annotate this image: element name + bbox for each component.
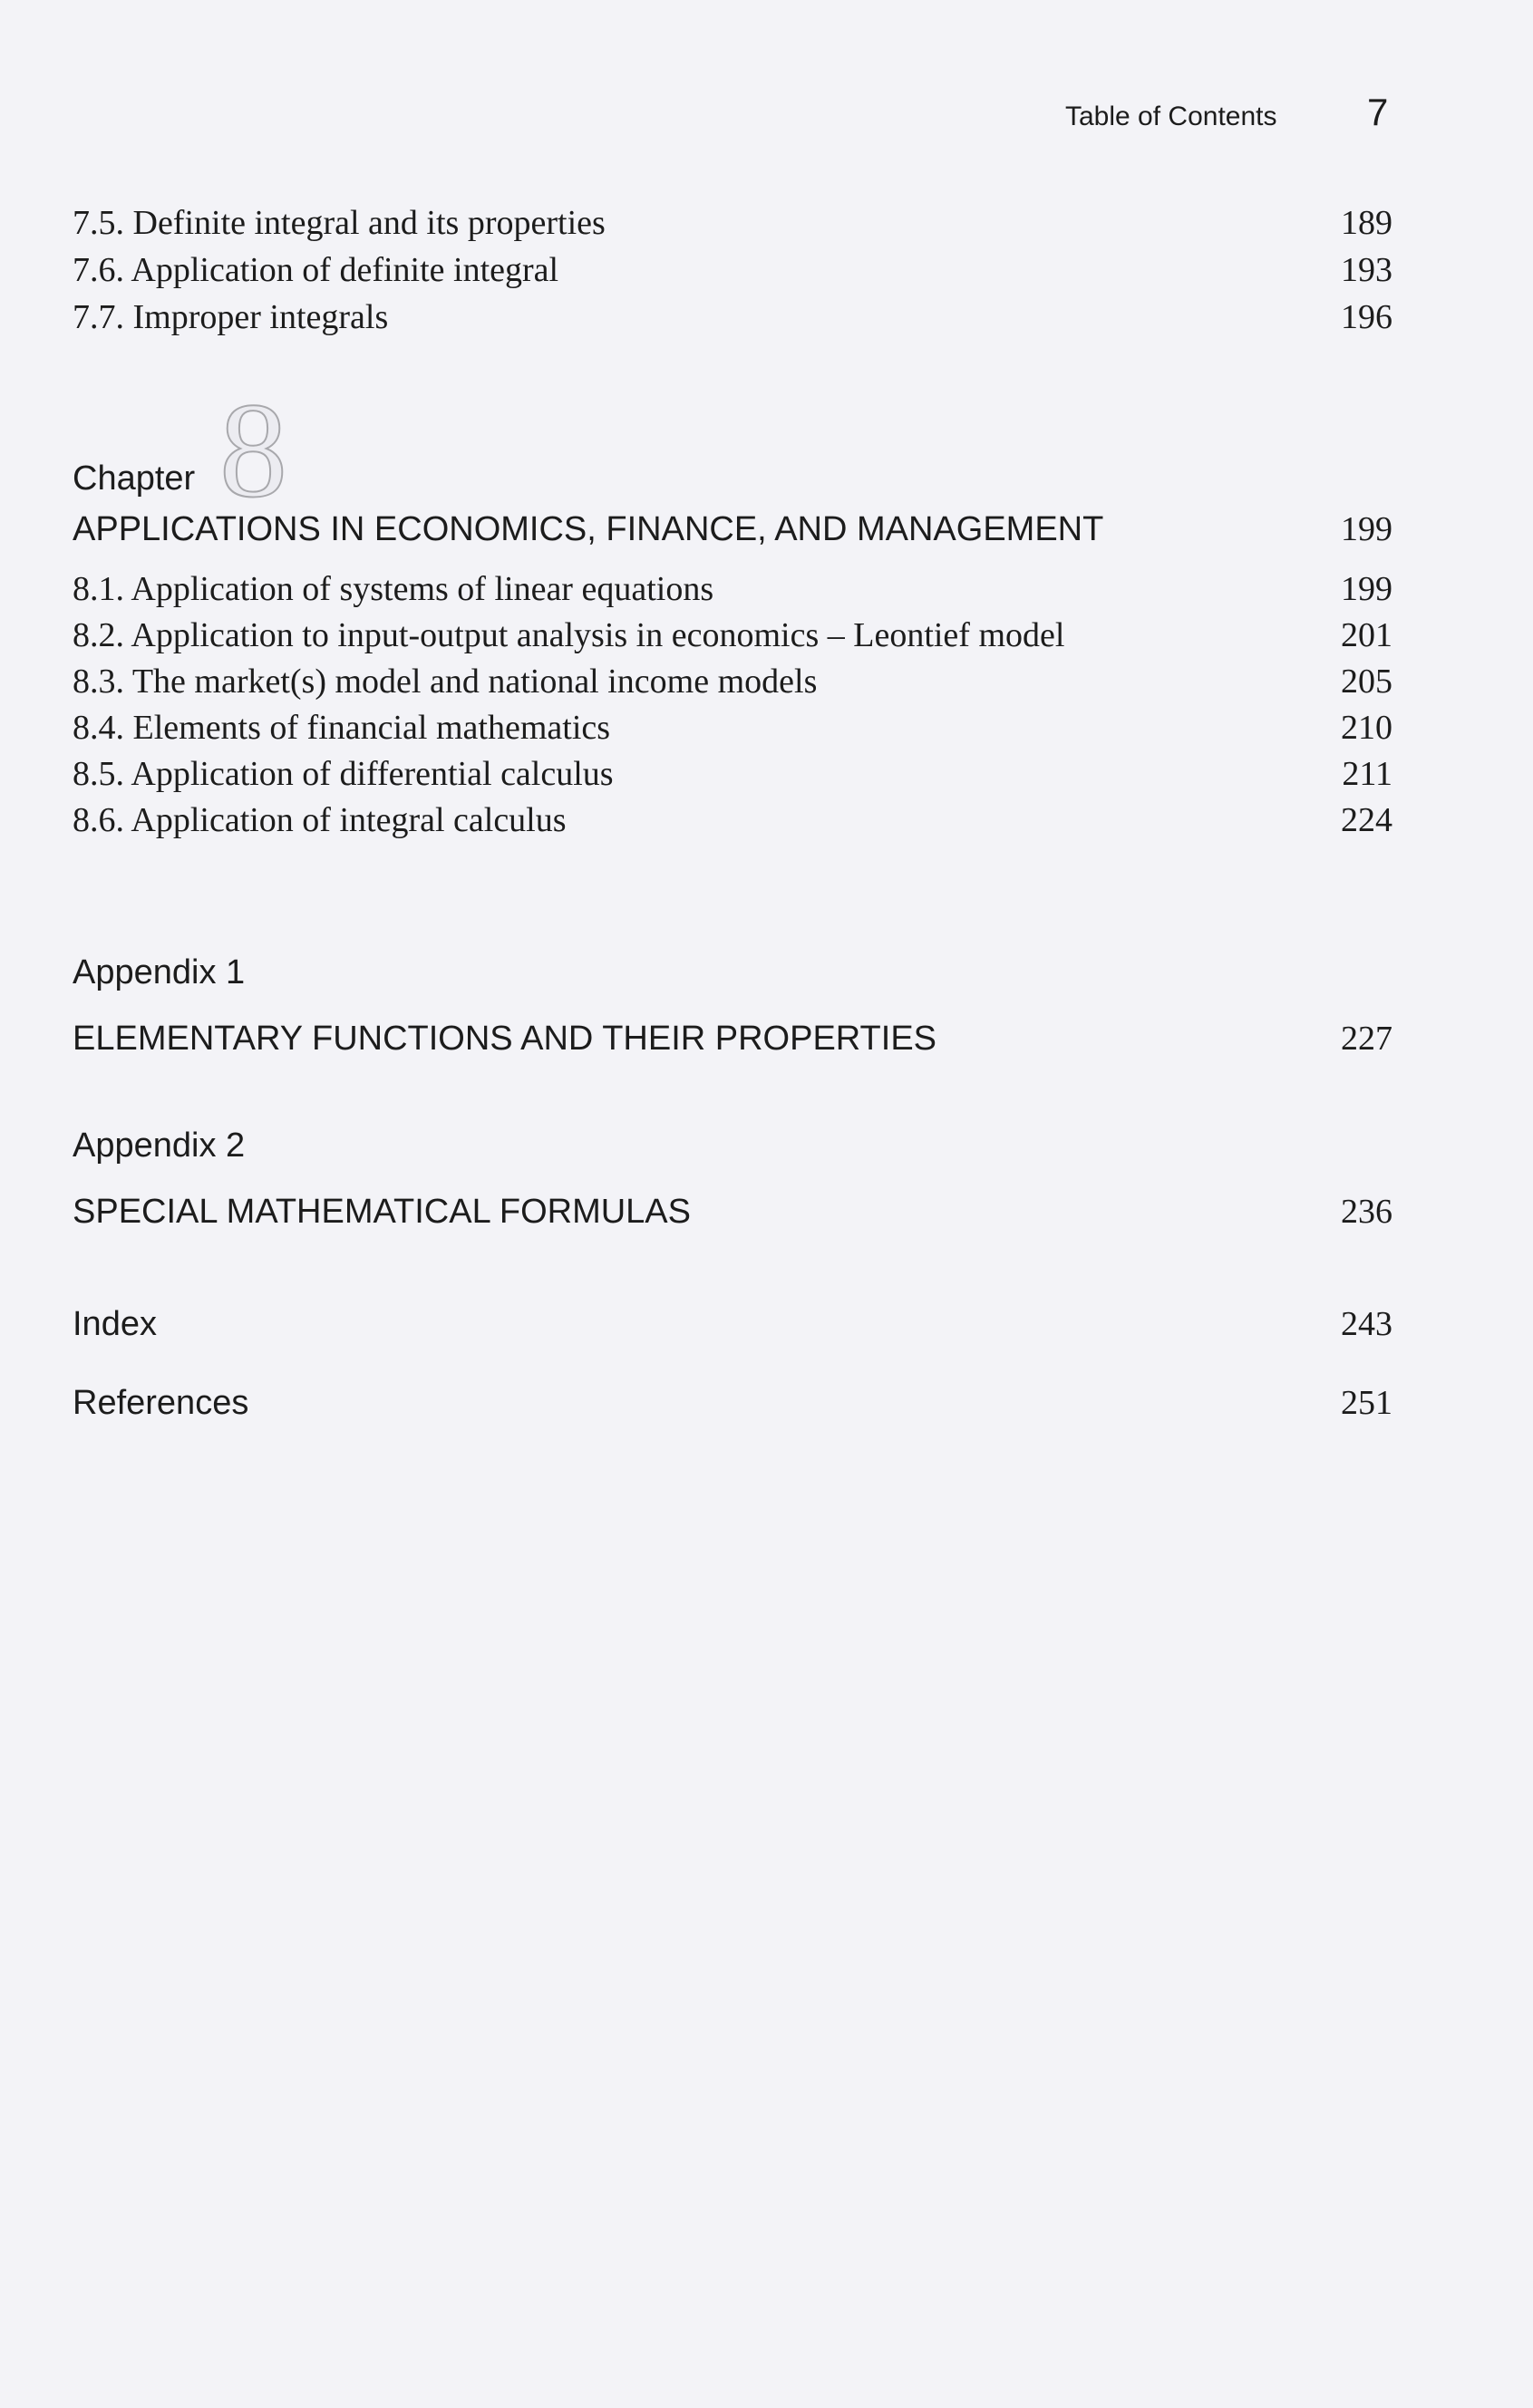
running-header-title: Table of Contents (1065, 102, 1277, 131)
toc-entry-page: 196 (1341, 298, 1392, 336)
chapter-title: APPLICATIONS IN ECONOMICS, FINANCE, AND MANAGEMENT (73, 510, 1104, 548)
toc-entry-8-4[interactable] (73, 702, 1392, 748)
toc-entry-7-6[interactable] (73, 245, 1392, 290)
toc-entry-7-7[interactable] (73, 292, 1392, 337)
toc-entry-8-5[interactable] (73, 749, 1392, 794)
toc-chapter-8-title[interactable] (73, 504, 1392, 549)
chapter-8-heading (73, 375, 616, 526)
toc-appendix-1-title[interactable] (73, 1013, 1392, 1059)
toc-appendix-2-title[interactable] (73, 1186, 1392, 1232)
toc-entry-page: 236 (1341, 1193, 1392, 1231)
references-label: References (73, 1384, 249, 1422)
toc-entry-page: 193 (1341, 251, 1392, 289)
toc-entry-page: 251 (1341, 1384, 1392, 1422)
appendix-1-label: Appendix 1 (73, 953, 246, 991)
toc-entry-7-5[interactable] (73, 198, 1392, 243)
toc-entry-page: 201 (1341, 616, 1392, 654)
toc-index[interactable] (73, 1299, 1392, 1344)
toc-entry-8-2[interactable] (73, 610, 1392, 655)
toc-entry-label: 7.7. Improper integrals (73, 298, 389, 336)
running-header (0, 91, 1533, 145)
index-label: Index (73, 1305, 157, 1343)
appendix-title: SPECIAL MATHEMATICAL FORMULAS (73, 1193, 691, 1231)
toc-entry-label: 7.5. Definite integral and its properties (73, 204, 606, 242)
toc-entry-page: 224 (1341, 801, 1392, 839)
toc-entry-page: 210 (1341, 709, 1392, 747)
toc-entry-page: 211 (1342, 755, 1392, 793)
toc-entry-label: 8.1. Application of systems of linear equations (73, 570, 714, 608)
toc-entry-page: 243 (1341, 1305, 1392, 1343)
toc-entry-label: 7.6. Application of definite integral (73, 251, 559, 289)
appendix-2-label: Appendix 2 (73, 1127, 246, 1165)
toc-entry-page: 199 (1341, 510, 1392, 548)
chapter-word: Chapter (73, 459, 196, 498)
toc-entry-page: 199 (1341, 570, 1392, 608)
toc-entry-label: 8.6. Application of integral calculus (73, 801, 567, 839)
page-number: 7 (1367, 91, 1389, 133)
toc-entry-page: 205 (1341, 662, 1392, 701)
toc-entry-label: 8.5. Application of differential calculus (73, 755, 614, 793)
toc-entry-page: 189 (1341, 204, 1392, 242)
toc-entry-8-6[interactable] (73, 795, 1392, 840)
toc-entry-label: 8.4. Elements of financial mathematics (73, 709, 611, 747)
toc-entry-8-3[interactable] (73, 656, 1392, 701)
chapter-number: 8 (219, 375, 287, 526)
appendix-title: ELEMENTARY FUNCTIONS AND THEIR PROPERTIES (73, 1020, 937, 1058)
toc-entry-label: 8.3. The market(s) model and national income models (73, 662, 818, 701)
toc-entry-page: 227 (1341, 1020, 1392, 1058)
toc-references[interactable] (73, 1378, 1392, 1423)
toc-entry-8-1[interactable] (73, 564, 1392, 609)
toc-entry-label: 8.2. Application to input-output analysis in economics – Leontief model (73, 616, 1065, 654)
